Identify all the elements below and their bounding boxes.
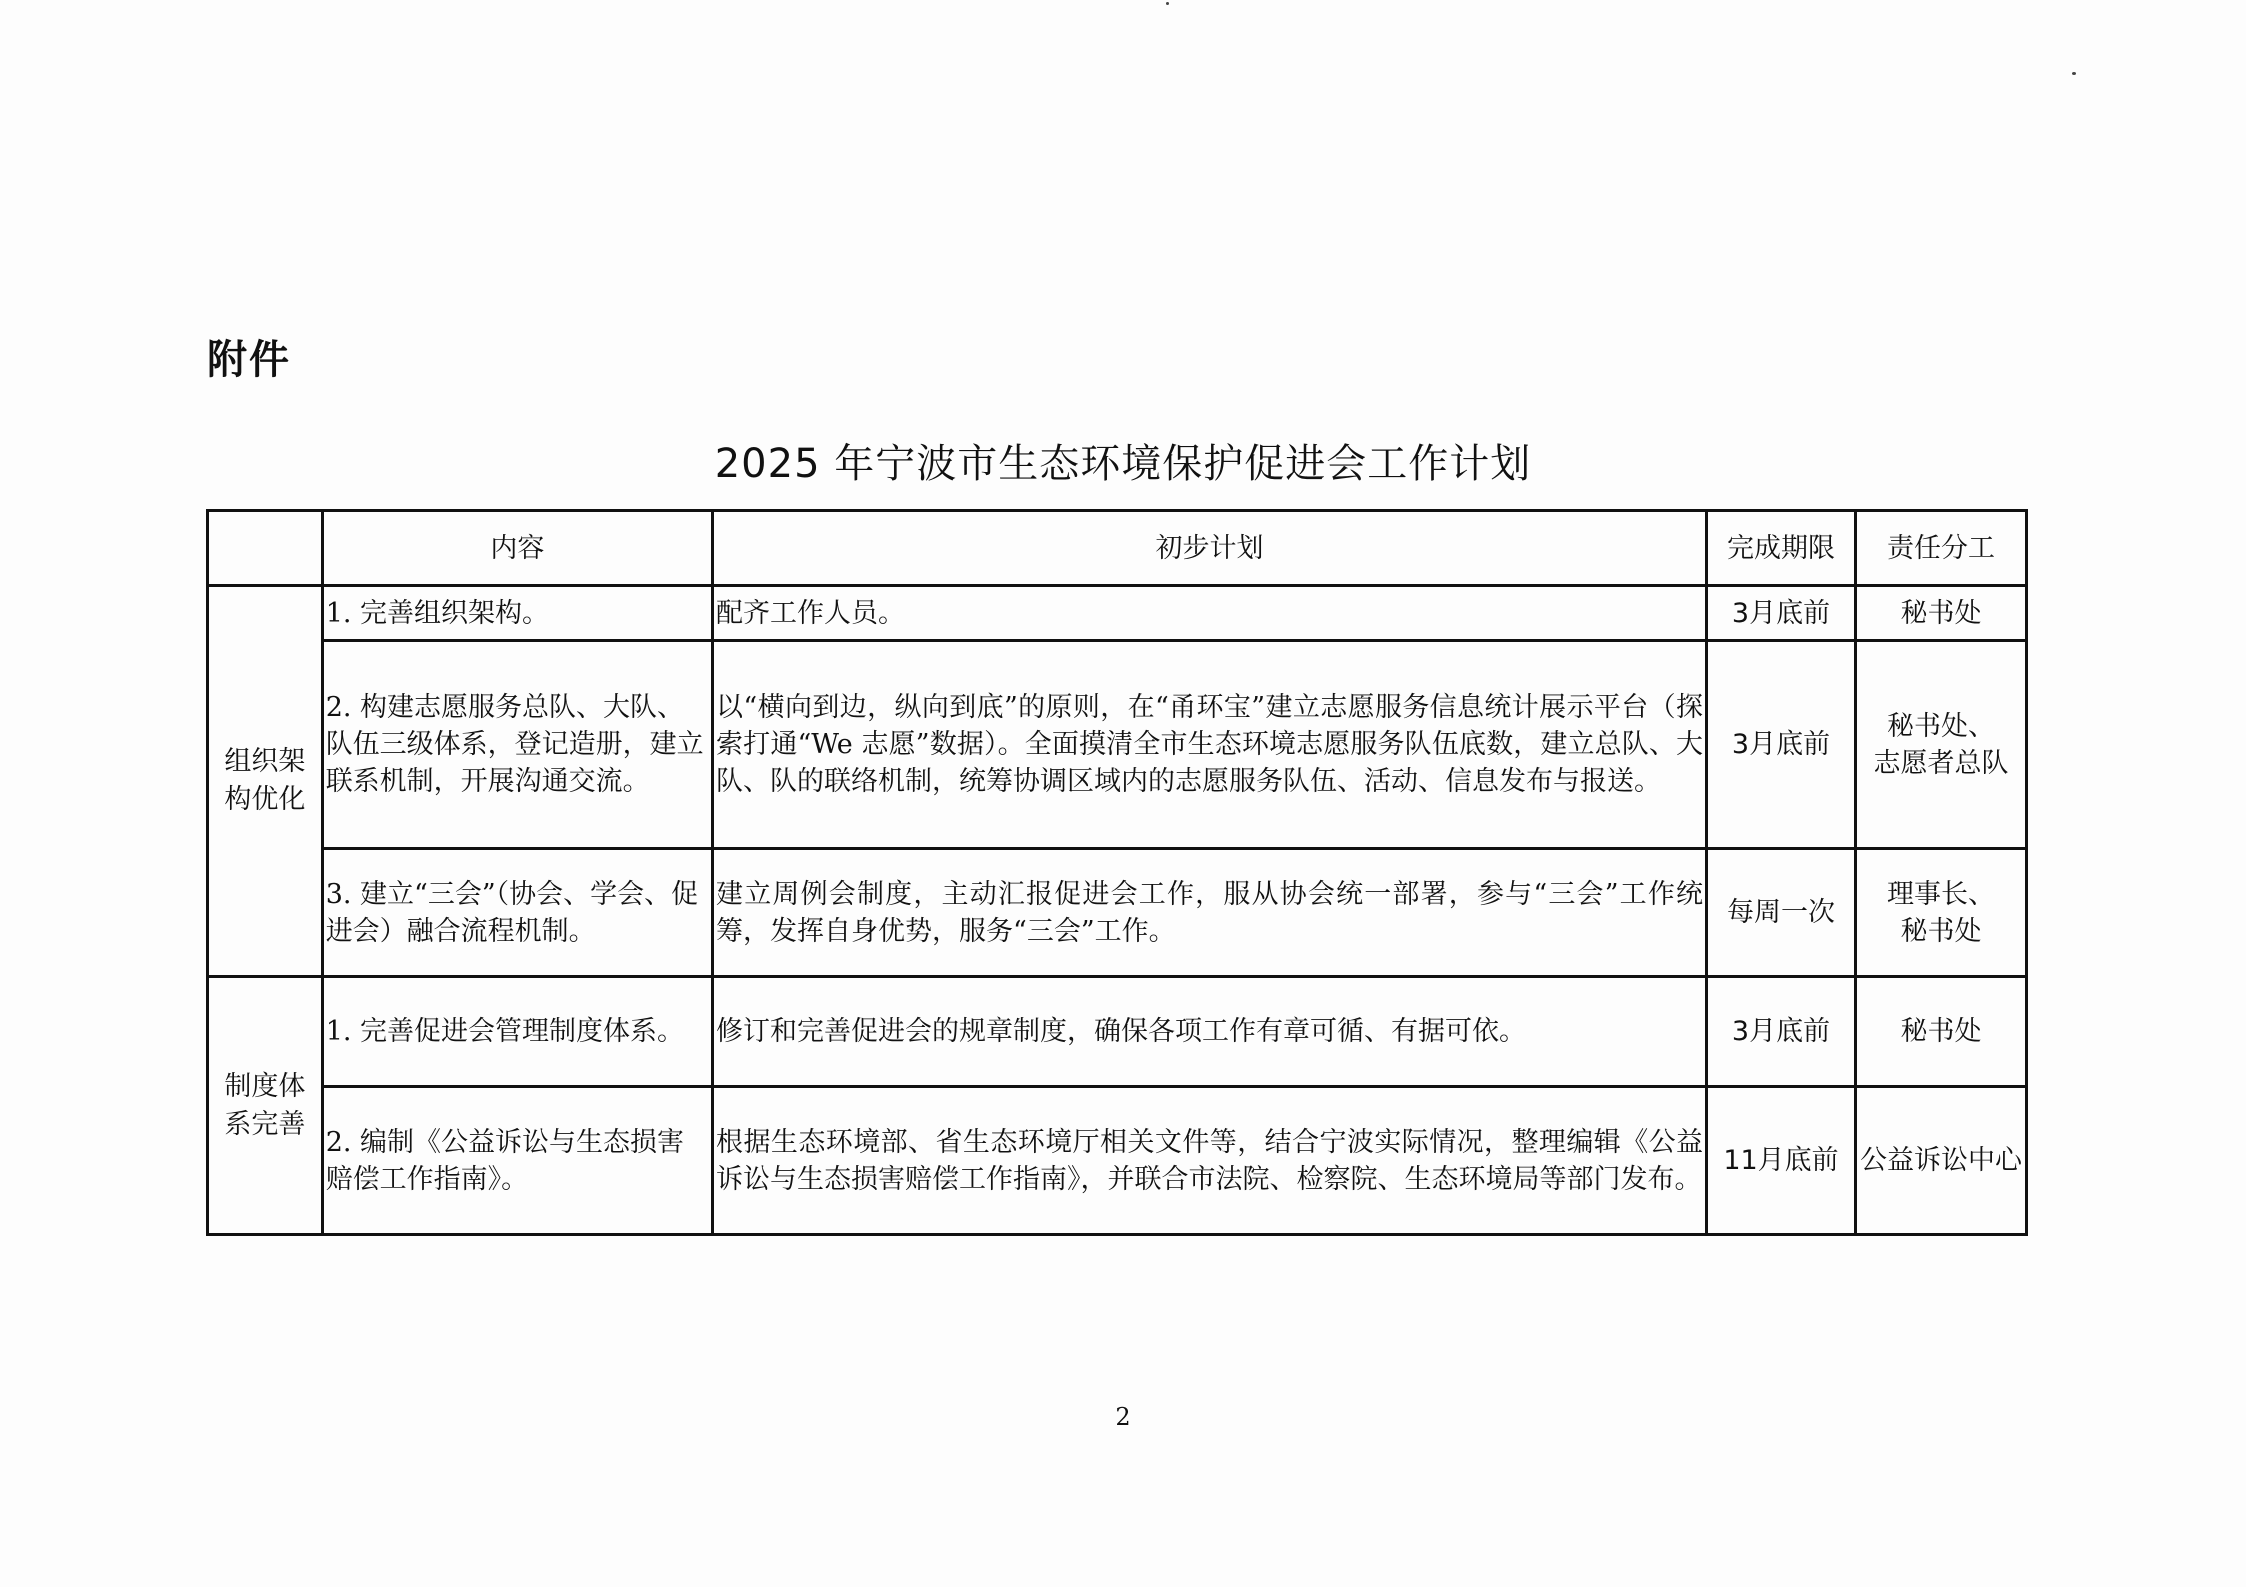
header-owner: 责任分工 xyxy=(1855,511,2026,586)
table-header-row xyxy=(208,511,2027,586)
owner-text: 秘书处、 志愿者总队 xyxy=(1873,710,2009,779)
page-number: 2 xyxy=(1115,1403,1131,1431)
group-label: 制度体系完善 xyxy=(224,1070,306,1140)
group-cell xyxy=(208,977,323,1235)
content-cell: 2. 构建志愿服务总队、大队、队伍三级体系，登记造册，建立联系机制，开展沟通交流。 xyxy=(322,641,712,849)
group-cell xyxy=(208,586,323,977)
plan-cell: 以“横向到边，纵向到底”的原则，在“甬环宝”建立志愿服务信息统计展示平台（探索打通“We 志愿”数据）。全面摸清全市生态环境志愿服务队伍底数，建立总队、大队、队的联络机制，统筹协调区域内的志愿服务队伍、活动、信息发布与报送。 xyxy=(713,641,1707,849)
deadline-cell: 3月底前 xyxy=(1707,977,1856,1087)
owner-text: 秘书处 xyxy=(1900,597,1982,629)
header-deadline: 完成期限 xyxy=(1707,511,1856,586)
table-row xyxy=(208,849,2027,977)
header-group xyxy=(208,511,323,586)
deadline-cell: 3月底前 xyxy=(1707,586,1856,641)
scan-speck xyxy=(2072,72,2076,75)
owner-cell xyxy=(1855,1087,2026,1235)
owner-text: 秘书处 xyxy=(1900,1016,1982,1047)
owner-cell xyxy=(1855,586,2026,641)
plan-cell: 建立周例会制度，主动汇报促进会工作，服从协会统一部署，参与“三会”工作统筹，发挥自身优势，服务“三会”工作。 xyxy=(713,849,1707,977)
header-plan: 初步计划 xyxy=(713,511,1707,586)
owner-text: 公益诉讼中心 xyxy=(1859,1145,2022,1176)
group-label: 组织架构优化 xyxy=(224,746,306,815)
attachment-label: 附件 xyxy=(207,337,291,383)
table-row xyxy=(208,641,2027,849)
deadline-cell: 11月底前 xyxy=(1707,1087,1856,1235)
owner-cell xyxy=(1855,641,2026,849)
deadline-cell: 每周一次 xyxy=(1707,849,1856,977)
content-cell: 2. 编制《公益诉讼与生态损害赔偿工作指南》。 xyxy=(322,1087,712,1235)
scan-speck xyxy=(1166,2,1169,5)
owner-text: 理事长、 秘书处 xyxy=(1886,878,1995,947)
owner-cell xyxy=(1855,977,2026,1087)
table-row xyxy=(208,586,2027,641)
plan-cell: 根据生态环境部、省生态环境厅相关文件等，结合宁波实际情况，整理编辑《公益诉讼与生态损害赔偿工作指南》，并联合市法院、检察院、生态环境局等部门发布。 xyxy=(713,1087,1707,1235)
deadline-cell: 3月底前 xyxy=(1707,641,1856,849)
owner-cell xyxy=(1855,849,2026,977)
table-row xyxy=(208,977,2027,1087)
plan-cell: 配齐工作人员。 xyxy=(713,586,1707,641)
content-cell: 1. 完善促进会管理制度体系。 xyxy=(322,977,712,1087)
header-content: 内容 xyxy=(322,511,712,586)
plan-cell: 修订和完善促进会的规章制度，确保各项工作有章可循、有据可依。 xyxy=(713,977,1707,1087)
table-row xyxy=(208,1087,2027,1235)
document-title: 2025 年宁波市生态环境保护促进会工作计划 xyxy=(714,441,1532,487)
work-plan-table xyxy=(206,509,2028,1236)
content-cell: 3. 建立“三会”（协会、学会、促进会）融合流程机制。 xyxy=(322,849,712,977)
content-cell: 1. 完善组织架构。 xyxy=(322,586,712,641)
